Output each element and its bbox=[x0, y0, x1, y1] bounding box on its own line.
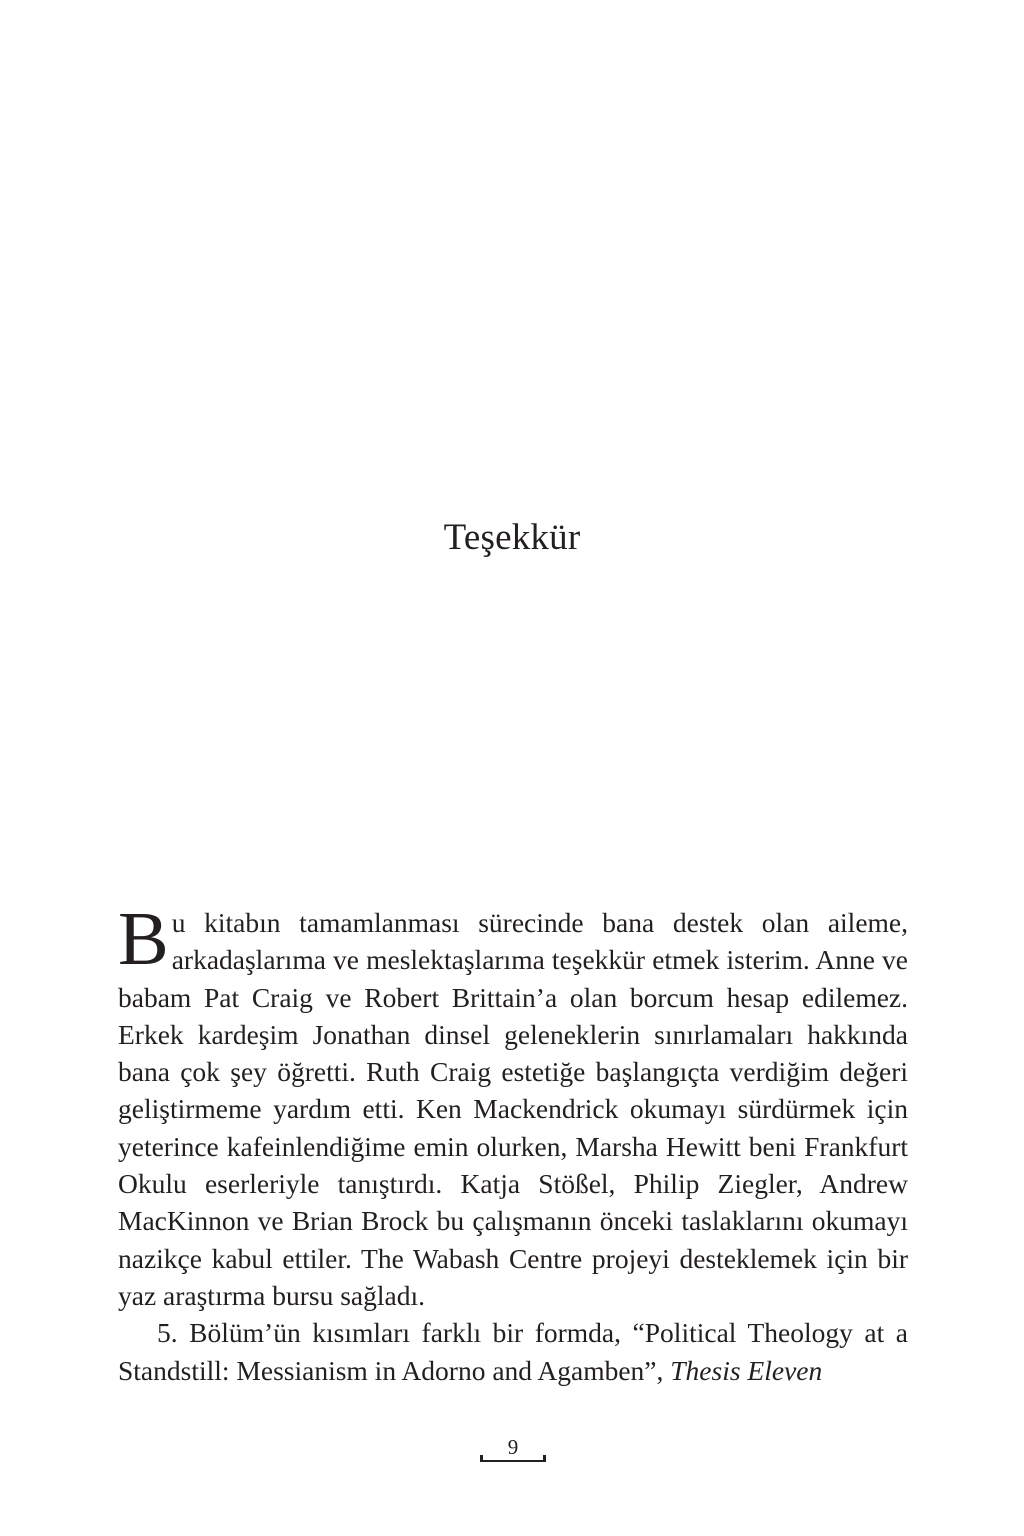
journal-title: Thesis Eleven bbox=[670, 1354, 823, 1386]
page-footer bbox=[480, 1435, 546, 1465]
paragraph-second bbox=[118, 1314, 908, 1389]
page-number-rule bbox=[480, 1460, 546, 1462]
body-text bbox=[118, 897, 908, 1389]
paragraph-first: Bu kitabın tamamlanması sürecinde bana destek olan aileme, arkadaşlarıma ve meslektaşlarıma teşekkür etmek isterim. Anne ve babam Pat Craig ve Robert Brittain’a olan borcum hesap edilemez. Erkek kardeşim Jonathan dinsel geleneklerin sınırlamaları hakkında bana çok şey öğretti. Ruth Craig estetiğe başlangıçta verdiğim değeri geliştirmeme yardım etti. Ken Mackendrick okumayı sürdürmek için yeterince kafeinlendiğime emin olurken, Marsha Hewitt beni Frankfurt Okulu eserleriyle tanıştırdı. Katja Stößel, Philip Ziegler, Andrew MacKinnon ve Brian Brock bu çalışmanın önceki taslaklarını okumayı nazikçe kabul ettiler. The Wabash Centre projeyi desteklemek için bir yaz araştırma bursu sağladı. bbox=[118, 897, 908, 1311]
paragraph-second-text: 5. Bölüm’ün kısımları farklı bir formda, “Political Theology at a Standstill: Messianism in Adorno and Agamben”, bbox=[118, 1317, 908, 1386]
page-number: 9 bbox=[507, 1435, 519, 1459]
page-title: Teşekkür bbox=[443, 517, 581, 558]
